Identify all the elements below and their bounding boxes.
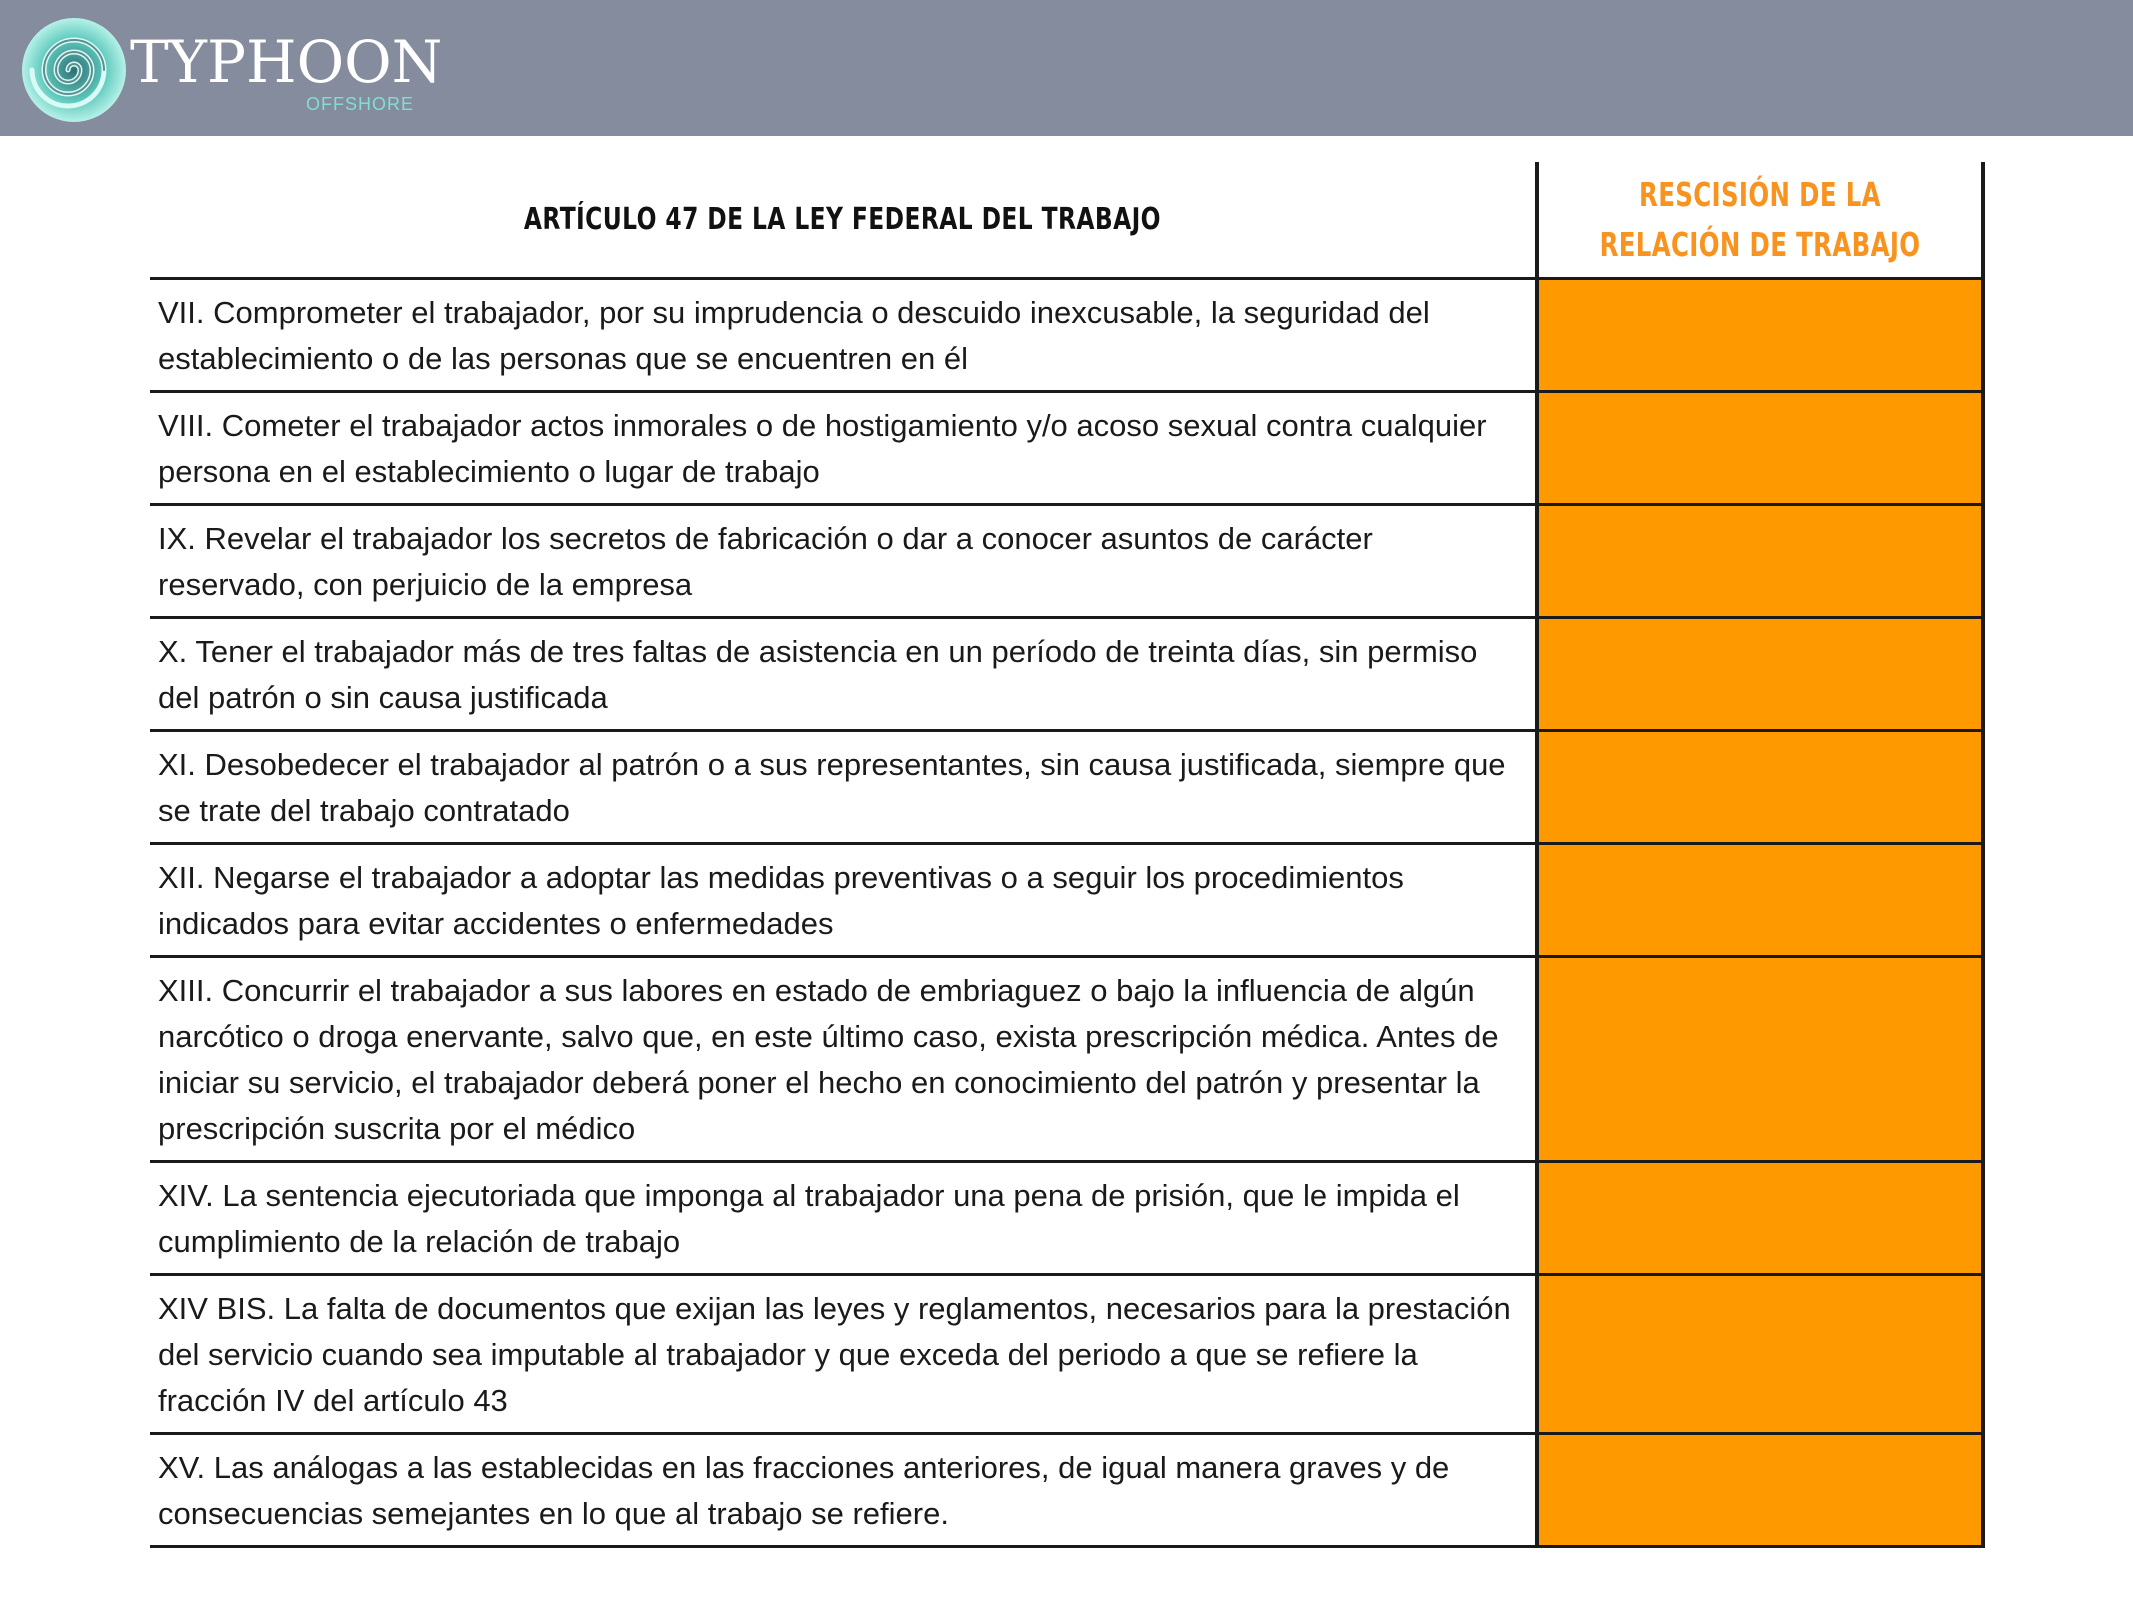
fraction-text: XI. Desobedecer el trabajador al patrón o a sus representantes, sin causa justificada, siempre que se trate del trabajo contratado bbox=[158, 747, 1506, 828]
table-row bbox=[150, 732, 1985, 845]
header-article-label: ARTÍCULO 47 DE LA LEY FEDERAL DEL TRABAJO bbox=[523, 201, 1162, 237]
fraction-text: XV. Las análogas a las establecidas en las fracciones anteriores, de igual manera graves y de consecuencias semejantes en lo que al trabajo se refiere. bbox=[158, 1450, 1450, 1531]
rescission-cell bbox=[1535, 1163, 1985, 1273]
fraction-text: XIII. Concurrir el trabajador a sus labores en estado de embriaguez o bajo la influencia de algún narcótico o droga enervante, salvo que, en este último caso, exista prescripción médica. Antes de iniciar su servicio, el trabajador deberá poner el hecho en conocimiento del patrón y presentar la prescripción suscrita por el médico bbox=[158, 973, 1499, 1146]
fraction-text: IX. Revelar el trabajador los secretos de fabricación o dar a conocer asuntos de carácter reservado, con perjuicio de la empresa bbox=[158, 521, 1373, 602]
header-article bbox=[150, 162, 1535, 280]
table-row bbox=[150, 280, 1985, 393]
spiral-logo-icon bbox=[20, 16, 128, 124]
rescission-cell bbox=[1535, 958, 1985, 1160]
fraction-text: XIV BIS. La falta de documentos que exijan las leyes y reglamentos, necesarios para la prestación del servicio cuando sea imputable al trabajador y que exceda del periodo a que se refiere la fracción IV del artículo 43 bbox=[158, 1291, 1511, 1418]
fraction-text: XIV. La sentencia ejecutoriada que imponga al trabajador una pena de prisión, que le impida el cumplimiento de la relación de trabajo bbox=[158, 1178, 1460, 1259]
table-row bbox=[150, 1435, 1985, 1548]
fraction-text: VIII. Cometer el trabajador actos inmorales o de hostigamiento y/o acoso sexual contra cualquier persona en el establecimiento o lugar de trabajo bbox=[158, 408, 1487, 489]
rescission-cell bbox=[1535, 280, 1985, 390]
brand-subtitle: OFFSHORE bbox=[306, 94, 415, 114]
header-rescission bbox=[1535, 162, 1985, 280]
table-row bbox=[150, 845, 1985, 958]
header-rescission-label: RESCISIÓN DE LA RELACIÓN DE TRABAJO bbox=[1599, 174, 1921, 264]
article-table bbox=[150, 162, 1985, 1548]
brand-name: TYPHOON bbox=[130, 28, 443, 96]
rescission-cell bbox=[1535, 732, 1985, 842]
table-row bbox=[150, 1276, 1985, 1435]
rescission-cell bbox=[1535, 393, 1985, 503]
table-row bbox=[150, 1163, 1985, 1276]
table-row bbox=[150, 619, 1985, 732]
table-row bbox=[150, 958, 1985, 1163]
rescission-cell bbox=[1535, 506, 1985, 616]
table-header-row bbox=[150, 162, 1985, 280]
table-row bbox=[150, 506, 1985, 619]
rescission-cell bbox=[1535, 619, 1985, 729]
rescission-cell bbox=[1535, 845, 1985, 955]
rescission-cell bbox=[1535, 1435, 1985, 1545]
rescission-cell bbox=[1535, 1276, 1985, 1432]
fraction-text: VII. Comprometer el trabajador, por su imprudencia o descuido inexcusable, la seguridad del establecimiento o de las personas que se encuentren en él bbox=[158, 295, 1430, 376]
header-banner bbox=[0, 0, 2133, 136]
fraction-text: X. Tener el trabajador más de tres faltas de asistencia en un período de treinta días, sin permiso del patrón o sin causa justificada bbox=[158, 634, 1478, 715]
table-row bbox=[150, 393, 1985, 506]
fraction-text: XII. Negarse el trabajador a adoptar las medidas preventivas o a seguir los procedimientos indicados para evitar accidentes o enfermedades bbox=[158, 860, 1404, 941]
